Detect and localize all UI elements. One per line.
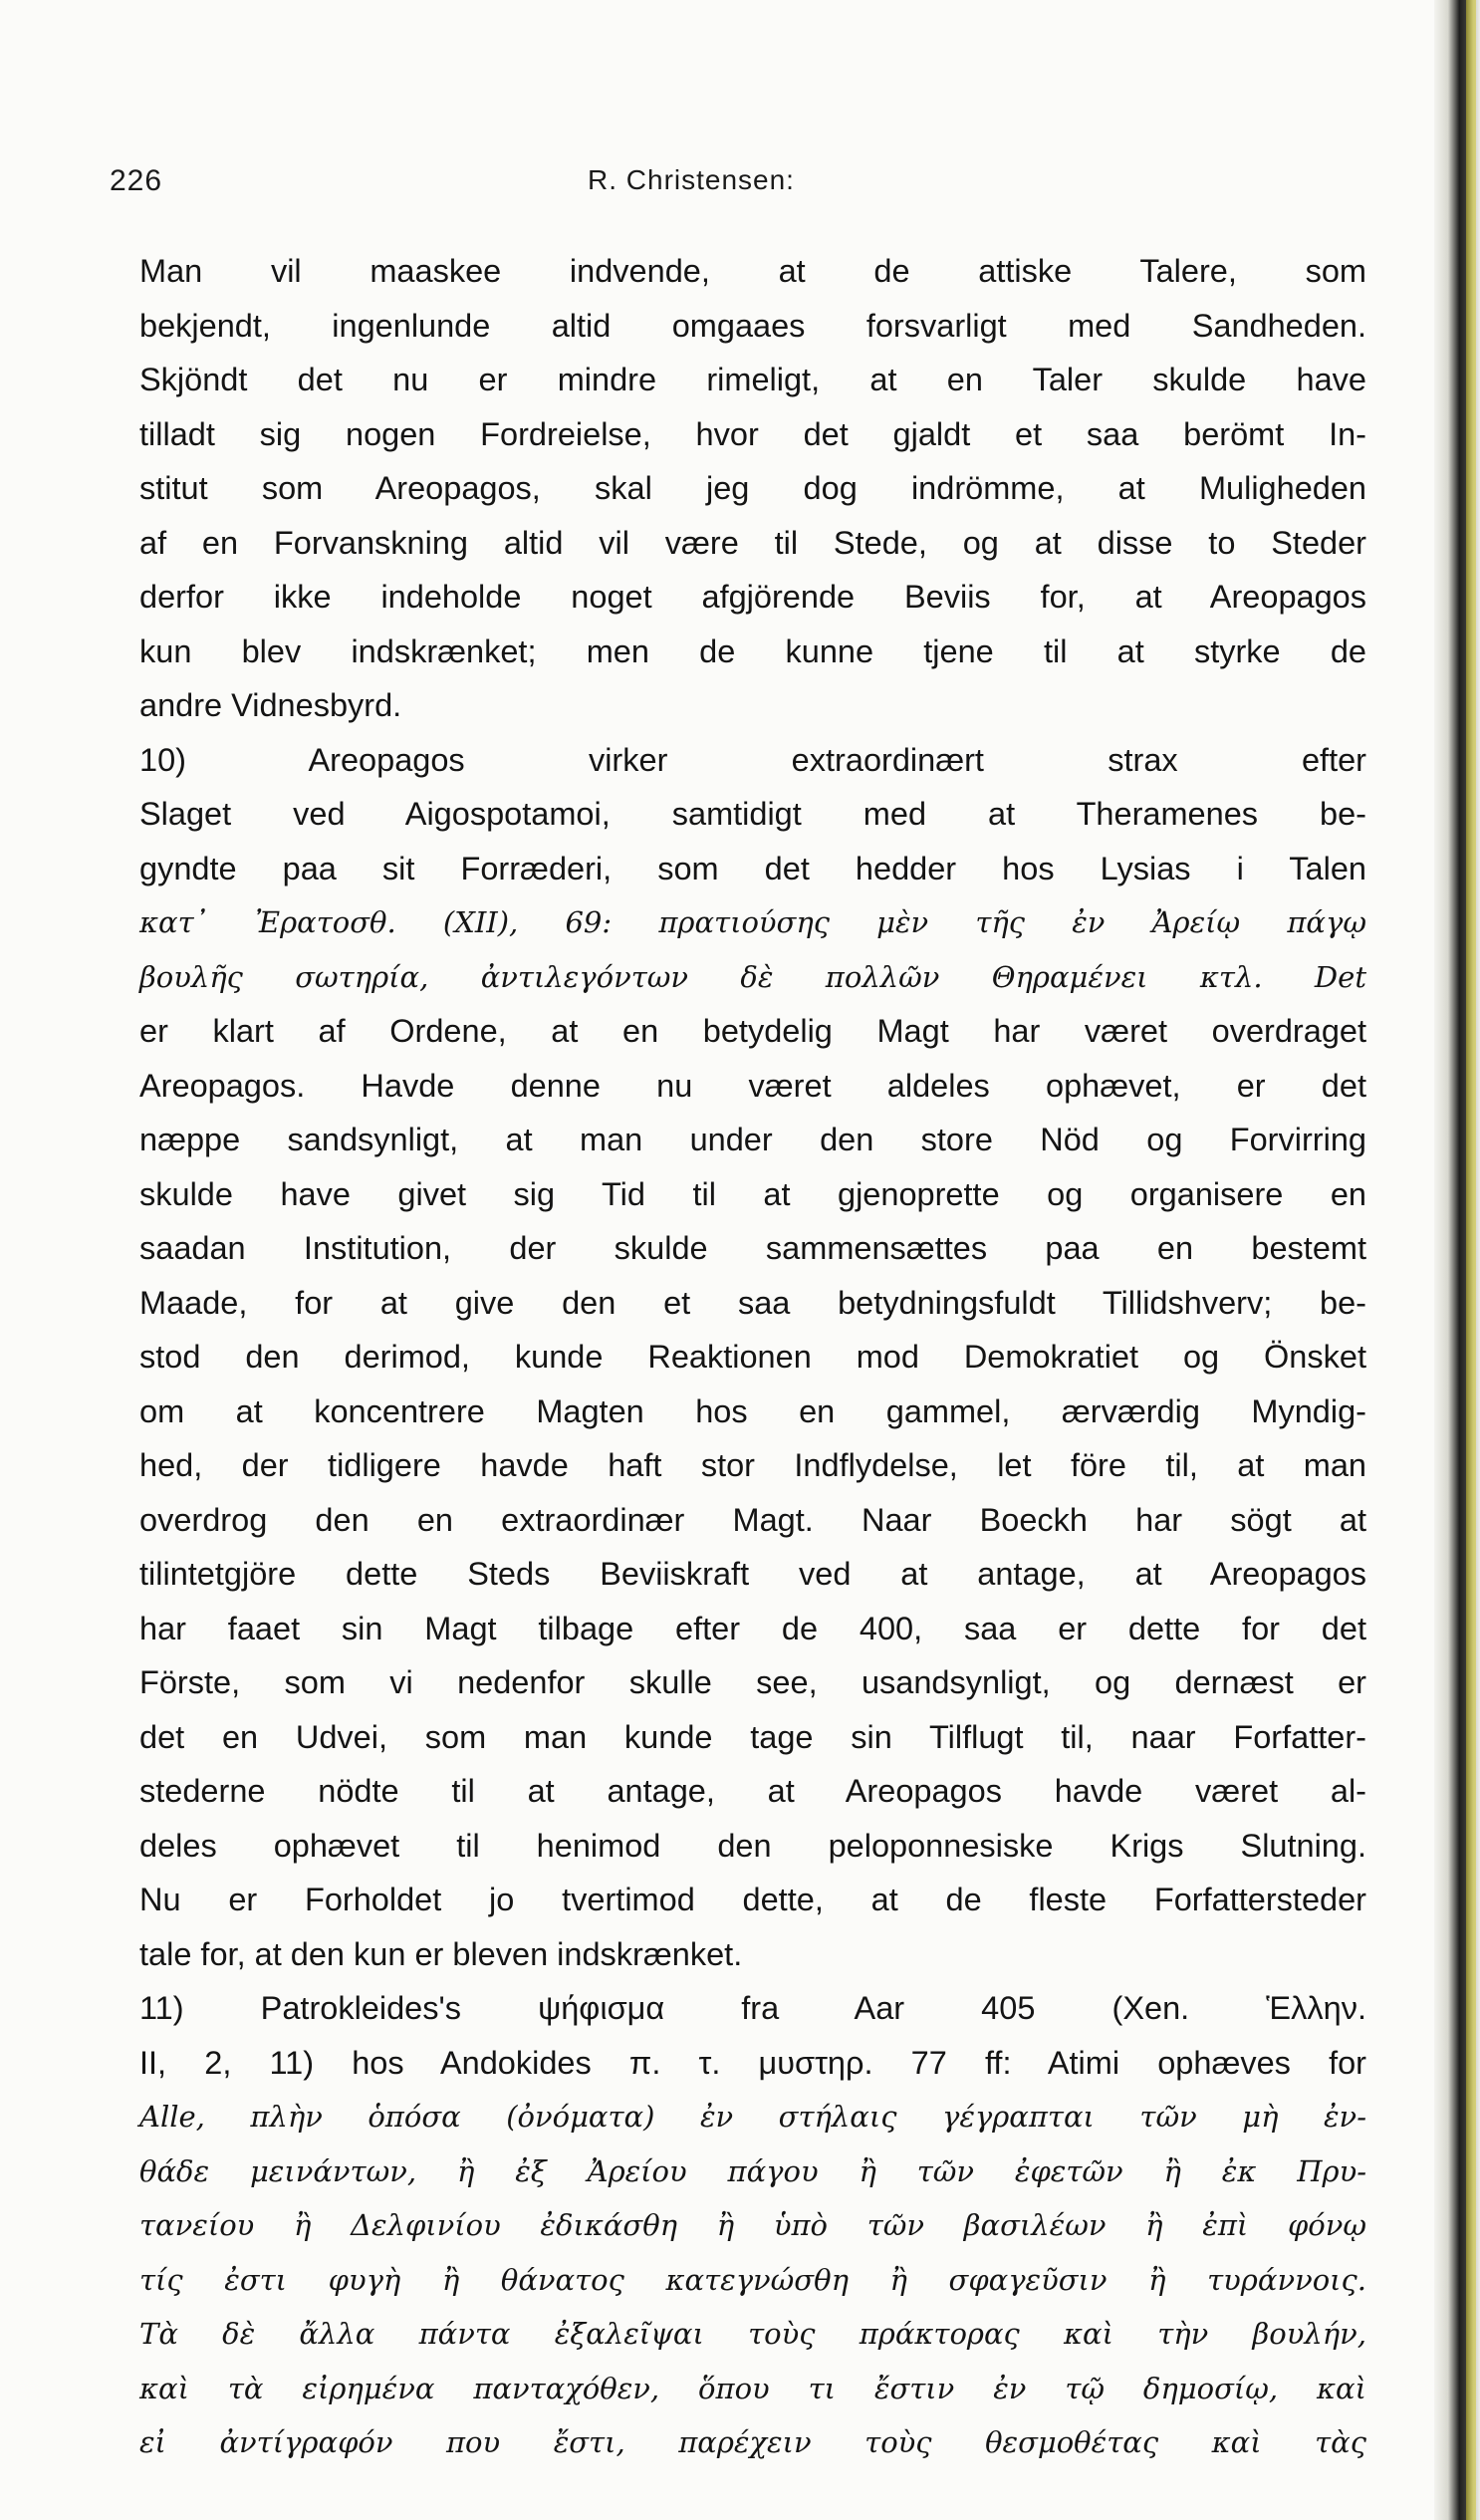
text-line: kun blev indskrænket; men de kunne tjene til at styrke de bbox=[139, 632, 1366, 669]
text-line: har faaet sin Magt tilbage efter de 400, saa er dette for det bbox=[139, 1610, 1366, 1646]
text-line: er klart af Ordene, at en betydelig Magt har været overdraget bbox=[139, 1013, 1366, 1049]
text-line: af en Forvanskning altid vil være til Stede, og at disse to Steder bbox=[139, 524, 1366, 561]
text-line: andre Vidnesbyrd. bbox=[139, 687, 402, 723]
text-line: II, 2, 11) hos Andokides π. τ. μυστηρ. 77 ff: Atimi ophæves for bbox=[139, 2044, 1366, 2081]
body-text bbox=[139, 244, 1366, 2470]
text-line: Man vil maaskee indvende, at de attiske Talere, som bbox=[139, 253, 1366, 289]
text-line: bekjendt, ingenlunde altid omgaaes forsvarligt med Sandheden. bbox=[139, 307, 1366, 344]
text-line: hed, der tidligere havde haft stor Indflydelse, let före til, at man bbox=[139, 1447, 1366, 1483]
text-line: 10) Areopagos virker extraordinært strax efter bbox=[139, 741, 1366, 778]
text-line: gyndte paa sit Forræderi, som det hedder hos Lysias i Talen bbox=[139, 850, 1366, 886]
text-line: overdrog den en extraordinær Magt. Naar Boeckh har sögt at bbox=[139, 1501, 1366, 1538]
text-line: θάδε μεινάντων, ἢ ἐξ Ἀρείου πάγου ἢ τῶν ἐφετῶν ἢ ἐκ Πρυ- bbox=[139, 2153, 1366, 2188]
text-line: Slaget ved Aigospotamoi, samtidigt med at Theramenes be- bbox=[139, 796, 1366, 832]
text-line: stod den derimod, kunde Reaktionen mod Demokratiet og Önsket bbox=[139, 1339, 1366, 1375]
text-line: tale for, at den kun er bleven indskrænket. bbox=[139, 1935, 743, 1972]
text-line: om at koncentrere Magten hos en gammel, ærværdig Myndig- bbox=[139, 1392, 1366, 1429]
text-line: skulde have givet sig Tid til at gjenoprette og organisere en bbox=[139, 1175, 1366, 1212]
text-line: Skjöndt det nu er mindre rimeligt, at en Taler skulde have bbox=[139, 362, 1366, 397]
running-head bbox=[110, 164, 1404, 204]
text-line: tilladt sig nogen Fordreielse, hvor det gjaldt et saa berömt In- bbox=[139, 415, 1366, 452]
text-line: næppe sandsynligt, at man under den store Nöd og Forvirring bbox=[139, 1122, 1366, 1157]
text-line: βουλῆς σωτηρία, ἀντιλεγόντων δὲ πολλῶν Θηραμένει κτλ. Det bbox=[139, 959, 1366, 994]
text-line: Maade, for at give den et saa betydningsfuldt Tillidshverv; be- bbox=[139, 1284, 1366, 1321]
scan-binding-edge bbox=[1434, 0, 1480, 2520]
text-line: 11) Patrokleides's ψήφισμα fra Aar 405 (Xen. Ἑλλην. bbox=[139, 1990, 1366, 2026]
text-line: derfor ikke indeholde noget afgjörende Beviis for, at Areopagos bbox=[139, 579, 1366, 615]
page-number: 226 bbox=[110, 164, 163, 197]
text-line: saadan Institution, der skulde sammensættes paa en bestemt bbox=[139, 1230, 1366, 1266]
text-line: stitut som Areopagos, skal jeg dog indrömme, at Muligheden bbox=[139, 470, 1366, 506]
text-line: tilintetgjöre dette Steds Beviiskraft ved at antage, at Areopagos bbox=[139, 1556, 1366, 1592]
text-line: stederne nödte til at antage, at Areopagos havde været al- bbox=[139, 1773, 1366, 1809]
text-line: Τὰ δὲ ἄλλα πάντα ἐξαλεῖψαι τοὺς πράκτορας καὶ τὴν βουλήν, bbox=[139, 2317, 1366, 2351]
scan-edge-highlight bbox=[1466, 0, 1476, 2520]
text-line: Nu er Forholdet jo tvertimod dette, at de fleste Forfattersteder bbox=[139, 1882, 1366, 1917]
text-line: Areopagos. Havde denne nu været aldeles ophævet, er det bbox=[139, 1067, 1366, 1104]
text-line: det en Udvei, som man kunde tage sin Tilflugt til, naar Forfatter- bbox=[139, 1718, 1366, 1755]
text-line: Alle, πλὴν ὁπόσα (ὀνόματα) ἐν στήλαις γέγραπται τῶν μὴ ἐν- bbox=[139, 2100, 1366, 2134]
text-line: τίς ἐστι φυγὴ ἢ θάνατος κατεγνώσθη ἢ σφαγεῦσιν ἢ τυράννοις. bbox=[139, 2262, 1366, 2297]
text-line: deles ophævet til henimod den peloponnesiske Krigs Slutning. bbox=[139, 1827, 1366, 1864]
text-line: καὶ τὰ εἰρημένα πανταχόθεν, ὅπου τι ἔστιν ἐν τῷ δημοσίῳ, καὶ bbox=[139, 2371, 1366, 2405]
text-line: Förste, som vi nedenfor skulle see, usandsynligt, og dernæst er bbox=[139, 1664, 1366, 1700]
text-line: εἰ ἀντίγραφόν που ἔστι, παρέχειν τοὺς θεσμοθέτας καὶ τὰς bbox=[139, 2425, 1366, 2459]
text-line: κατ᾽ Ἐρατοσθ. (XII), 69: πρατιούσης μὲν τῆς ἐν Ἀρείῳ πάγῳ bbox=[139, 905, 1366, 939]
text-line: τανείου ἢ Δελφινίου ἐδικάσθη ἢ ὑπὸ τῶν βασιλέων ἢ ἐπὶ φόνῳ bbox=[139, 2208, 1366, 2242]
running-title: R. Christensen: bbox=[588, 164, 795, 195]
